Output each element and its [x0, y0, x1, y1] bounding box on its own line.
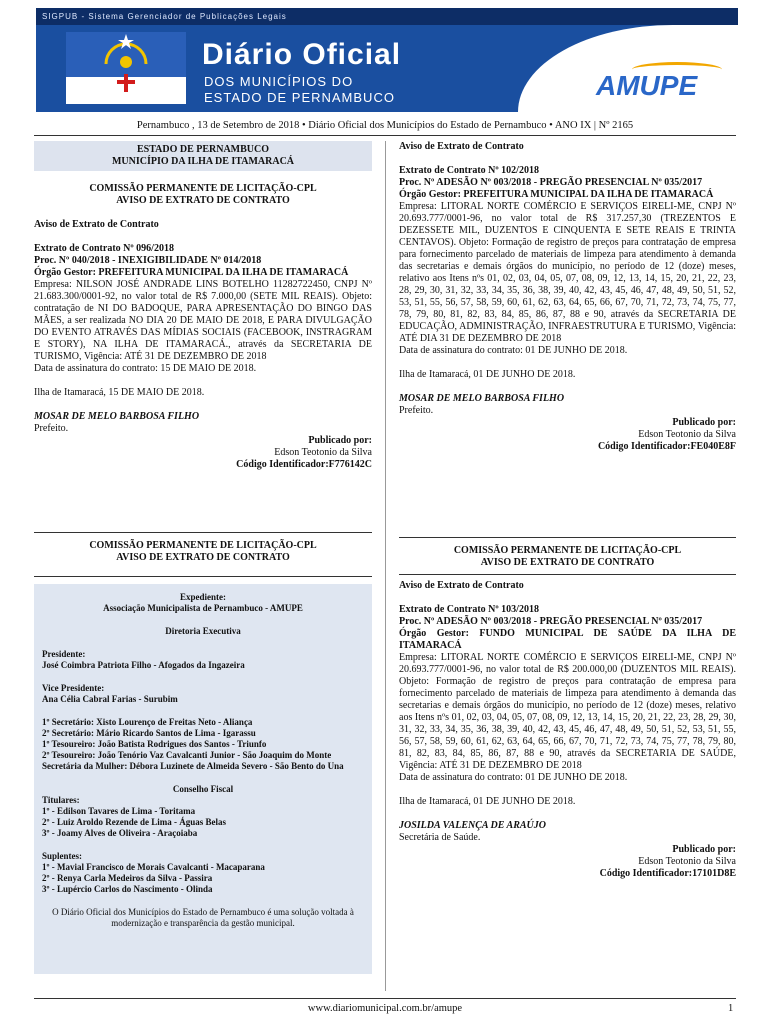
fiscal-council-heading: Conselho Fiscal [172, 784, 234, 794]
suplentes-label: Suplentes: [42, 851, 83, 861]
municipality-header [34, 141, 372, 171]
diario-title: Diário Oficial [202, 38, 402, 71]
masthead-banner [36, 8, 738, 112]
diario-note: O Diário Oficial dos Municípios do Estado de Pernambuco é uma solução voltada à modernização e transparência da gestão municipal. [52, 907, 354, 928]
managing-body-2: Órgão Gestor: FUNDO MUNICIPAL DE SAÚDE DA ILHA DE ITAMARACÁ [399, 628, 736, 651]
identifier-code-1: Código Identificador:FE040E8F [597, 441, 736, 452]
place-date-2: Ilha de Itamaracá, 01 DE JUNHO DE 2018. [399, 796, 576, 807]
column-divider [385, 141, 386, 991]
suplente-3: 3º - Lupércio Carlos do Nascimento - Olinda [42, 884, 213, 894]
titulares-label: Titulares: [42, 795, 80, 805]
header-divider [34, 135, 736, 136]
right-commission-block [399, 545, 736, 569]
contract-number-1: Extrato de Contrato Nº 102/2018 [399, 165, 539, 176]
president-name: José Coimbra Patriota Filho - Afogados da Ingazeira [42, 660, 245, 670]
place-date-1: Ilha de Itamaracá, 01 DE JUNHO DE 2018. [399, 369, 576, 380]
second-treasurer: 2º Tesoureiro: João Tenório Vaz Cavalcanti Junior - São Joaquim do Monte [42, 750, 332, 760]
published-by-label-1: Publicado por: [672, 417, 736, 428]
contract-body-1: Empresa: LITORAL NORTE COMÉRCIO E SERVIÇOS EIRELI-ME, CNPJ Nº 20.693.777/0001-96, no valor total de R$ 317.257,30 (TREZENTOS E DEZESSETE MIL, DUZENTOS E CINQUENTA E SETE REAIS E TRINTA CENTAVOS). Objeto: Formação de registro de preços para contratação de empresa para fornecimento parcelado de materiais de limpeza para atendimento à demanda das secretarias e demais órgãos do município, no período de 12 (doze) meses, relativo aos Itens nºs 01, 02, 03, 04, 05, 07, 08, 09, 12, 13, 14, 15, 20, 21, 22, 23, 28, 29, 30, 31, 32, 33, 34, 35, 36, 38, 39, 40, 42, 43, 45, 46, 47, 48, 49, 50, 51, 52, 53, 51, 55, 56, 57, 58, 59, 60, 61, 62, 63, 64, 65, 66, 67, 70, 71, 72, 73, 74, 75, 77, 78, 79, 80, 81, 82, 83, 84, 85, 86, 87, 88 e 90, através da SECRETARIA DE EDUCAÇÃO, ADMINISTRAÇÃO, INFRAESTRUTURA E TURISMO, Vigência: ATÉ DIA 31 DE DEZEMBRO DE 2018 [399, 201, 736, 344]
contract-body: Empresa: NILSON JOSÉ ANDRADE LINS BOTELHO 11282722450, CNPJ Nº 21.683.300/0001-92, no valor total de R$ 7.000,00 (SETE MIL REAIS). Objeto: contratação de NI DO BADOQUE, PARA APRESENTAÇÃO DO BINGO DAS MÃES, a ser realizada NO DIA 20 DE MAIO DE 2018, E PARA DIVULGAÇÃO DO EVENTO ATRAVÉS DAS MÍDIAS SOCIAIS (FACEBOOK, INSTRAGRAM E STORY), NA ILHA DE ITAMARACÁ., através da SECRETARIA DE TURISMO, Vigência: ATÉ 31 DE DEZEMBRO DE 2018 [34, 279, 372, 362]
sigpub-strip: SIGPUB - Sistema Gerenciador de Publicações Legais [36, 8, 738, 25]
contract-body-2: Empresa: LITORAL NORTE COMÉRCIO E SERVIÇOS EIRELI-ME, CNPJ Nº 20.693.777/0001-96, no valor total de R$ 200.000,00 (DUZENTOS MIL REAIS). Objeto: Formação de registro de preços para contratação de empresa para fornecimento parcelado de materiais de limpeza para atendimento à demanda das secretarias e demais órgãos do município, no período de 12 (doze) meses, relativo aos Itens nºs 01, 02, 03, 04, 05, 07, 08, 09, 12, 13, 14, 15, 20, 21, 22, 23, 28, 29, 30, 31, 32, 33, 34, 35, 36, 38, 39, 40, 42, 43, 45, 46, 47, 48, 49, 50, 51, 52, 53, 51, 55, 56, 57, 58, 59, 60, 61, 62, 63, 64, 65, 66, 67, 70, 71, 72, 73, 74, 75, 77, 78, 79, 80, 81, 82, 83, 84, 85, 86, 87, 88 e 90, através da SECRETARIA DE SAÚDE, Vigência: ATÉ 31 DE DEZEMBRO DE 2018 [399, 652, 736, 771]
diretoria-heading: Diretoria Executiva [165, 626, 241, 636]
managing-body: Órgão Gestor: PREFEITURA MUNICIPAL DA ILHA DE ITAMARACÁ [34, 267, 349, 278]
signer-role-1: Prefeito. [399, 405, 434, 416]
expediente-label: Expediente: [180, 592, 226, 602]
footer-divider [34, 998, 736, 999]
process-number: Proc. Nº 040/2018 - INEXIGIBILIDADE Nº 014/2018 [34, 255, 262, 266]
aviso-label-1: Aviso de Extrato de Contrato [399, 141, 524, 152]
right-divider-2 [399, 574, 736, 575]
left-commission-block [34, 540, 372, 564]
suplente-1: 1º - Mavial Francisco de Morais Cavalcanti - Macaparana [42, 862, 265, 872]
issue-header: Pernambuco , 13 de Setembro de 2018 • Diário Oficial dos Municípios do Estado de Pernambuco • ANO IX | Nº 2165 [136, 120, 634, 131]
publisher-name-2: Edson Teotonio da Silva [638, 856, 736, 867]
signer-role-2: Secretária de Saúde. [399, 832, 481, 843]
first-secretary: 1º Secretário: Xisto Lourenço de Freitas Neto - Aliança [42, 717, 253, 727]
identifier-code-2: Código Identificador:17101D8E [599, 868, 736, 879]
footer-url[interactable]: www.diariomunicipal.com.br/amupe [307, 1003, 463, 1014]
titular-3: 3º - Joamy Alves de Oliveira - Araçoiaba [42, 828, 198, 838]
signer-name-1: MOSAR DE MELO BARBOSA FILHO [399, 393, 565, 404]
left-divider-2 [34, 576, 372, 577]
diario-subtitle-2: ESTADO DE PERNAMBUCO [204, 90, 395, 105]
right-column-2 [399, 580, 736, 880]
contract-number-2: Extrato de Contrato Nº 103/2018 [399, 604, 539, 615]
commission-heading: COMISSÃO PERMANENTE DE LICITAÇÃO-CPL [89, 183, 317, 194]
pernambuco-flag-icon [66, 32, 186, 104]
amupe-expediente-box [34, 584, 372, 974]
commission-heading-2: COMISSÃO PERMANENTE DE LICITAÇÃO-CPL [89, 540, 317, 551]
signer-name: MOSAR DE MELO BARBOSA FILHO [34, 411, 200, 422]
second-secretary: 2º Secretário: Mário Ricardo Santos de Lima - Igarassu [42, 728, 256, 738]
signature-date-2: Data de assinatura do contrato: 01 DE JUNHO DE 2018. [399, 772, 628, 783]
notice-heading: AVISO DE EXTRATO DE CONTRATO [116, 195, 290, 206]
vice-president-label: Vice Presidente: [42, 683, 105, 693]
page-number: 1 [728, 1003, 734, 1014]
amupe-logo: AMUPE [596, 70, 698, 101]
notice-heading-2: AVISO DE EXTRATO DE CONTRATO [116, 552, 290, 563]
aviso-label: Aviso de Extrato de Contrato [34, 219, 159, 230]
contract-number: Extrato de Contrato Nº 096/2018 [34, 243, 174, 254]
signer-name-2: JOSILDA VALENÇA DE ARAÚJO [399, 820, 546, 831]
signer-role: Prefeito. [34, 423, 69, 434]
left-divider-1 [34, 532, 372, 533]
managing-body-1: Órgão Gestor: PREFEITURA MUNICIPAL DA ILHA DE ITAMARACÁ [399, 189, 714, 200]
signature-date: Data de assinatura do contrato: 15 DE MAIO DE 2018. [34, 363, 257, 374]
state-heading: ESTADO DE PERNAMBUCO [136, 144, 270, 155]
right-column [399, 141, 736, 453]
process-number-1: Proc. Nº ADESÃO Nº 003/2018 - PREGÃO PRESENCIAL Nº 035/2017 [399, 177, 703, 188]
notice-heading-3: AVISO DE EXTRATO DE CONTRATO [480, 557, 655, 568]
president-label: Presidente: [42, 649, 86, 659]
suplente-2: 2º - Renya Carla Medeiros da Silva - Passira [42, 873, 213, 883]
right-divider-1 [399, 537, 736, 538]
diario-subtitle-1: DOS MUNICÍPIOS DO [204, 74, 354, 89]
first-treasurer: 1º Tesoureiro: João Batista Rodrigues dos Santos - Triunfo [42, 739, 267, 749]
women-secretary: Secretária da Mulher: Débora Luzinete de Almeida Severo - São Bento do Una [42, 761, 344, 771]
municipality-heading: MUNICÍPIO DA ILHA DE ITAMARACÁ [111, 156, 295, 167]
publisher-name: Edson Teotonio da Silva [274, 447, 372, 458]
identifier-code: Código Identificador:F776142C [236, 459, 372, 470]
titular-1: 1º - Edilson Tavares de Lima - Toritama [42, 806, 196, 816]
place-date: Ilha de Itamaracá, 15 DE MAIO DE 2018. [34, 387, 205, 398]
signature-date-1: Data de assinatura do contrato: 01 DE JUNHO DE 2018. [399, 345, 628, 356]
aviso-label-2: Aviso de Extrato de Contrato [399, 580, 524, 591]
publisher-name-1: Edson Teotonio da Silva [638, 429, 736, 440]
published-by-label-2: Publicado por: [672, 844, 736, 855]
vice-president-name: Ana Célia Cabral Farias - Surubim [42, 694, 178, 704]
process-number-2: Proc. Nº ADESÃO Nº 003/2018 - PREGÃO PRESENCIAL Nº 035/2017 [399, 616, 703, 627]
left-column [34, 141, 372, 471]
published-by-label: Publicado por: [308, 435, 372, 446]
association-name: Associação Municipalista de Pernambuco - AMUPE [103, 603, 303, 613]
commission-heading-3: COMISSÃO PERMANENTE DE LICITAÇÃO-CPL [453, 545, 682, 556]
titular-2: 2º - Luiz Aroldo Rezende de Lima - Águas Belas [42, 817, 227, 827]
